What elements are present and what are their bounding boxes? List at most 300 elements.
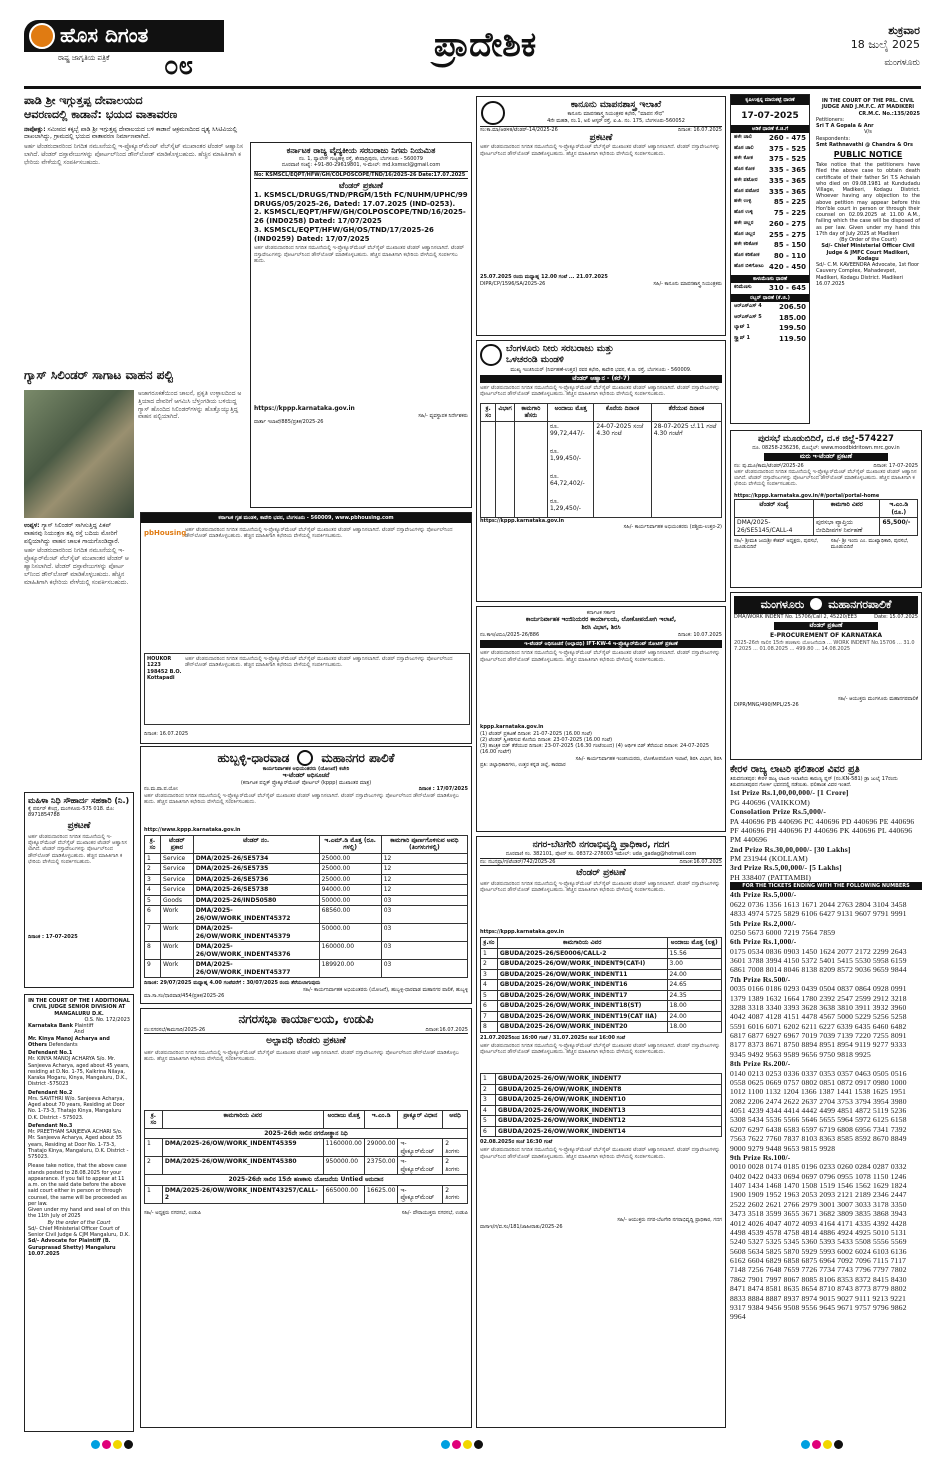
gadag-signoff: ಸಹಿ/- ಆಯುಕ್ತರು ನಗರ-ಬೆಟಗೇರಿ ನಗರಾಭಿವೃದ್ಧಿ ಪ್ರಾಧಿಕಾರ, ಗದಗ <box>617 1217 722 1224</box>
udupi-row <box>145 1157 468 1175</box>
prices-title: ಕೃಷಿಉತ್ಪನ್ನ ಮಾರುಕಟ್ಟೆ ಧಾರಣೆ <box>731 95 809 105</box>
hubli-title: ಹುಬ್ಬಳ್ಳಿ-ಧಾರವಾಡ <box>217 750 290 765</box>
gadag-b-cell: 6 <box>481 1126 496 1137</box>
hubli-col-sn: ಕ್ರ. ಸಂ <box>145 835 161 853</box>
hubli-cell: 6 <box>145 906 161 924</box>
court-notice-mangaluru <box>24 994 134 1432</box>
gadag-b-cell: GBUDA/2025-26/OW/WORK_INDENT13 <box>496 1105 722 1116</box>
tagline: ರಾಷ್ಟ್ರ ಜಾಗೃತಿಯ ಪತ್ರಿಕೆ <box>58 54 110 62</box>
bwssb-address: ಮುಖ್ಯ ಇಂಜಿನಿಯರ್ (ನಿರ್ವಹಣೆ-ಉತ್ತರ) ರವರ ಕಛೇರಿ, ಕಾವೇರಿ ಭವನ, ಕೆ.ಜಿ. ರಸ್ತೆ, ಬೆಂಗಳೂರು - 560009. <box>510 366 692 373</box>
ksmsc-footer-ref: ವಾರ್ತಾ ಇಲಾಖೆ/885/ಪ್ರತಿಕ/2025-26 <box>254 419 324 426</box>
gadag-b-cell: 5 <box>481 1116 496 1127</box>
registration-dot <box>452 1440 461 1449</box>
gadag-cell: 4 <box>481 980 498 991</box>
bwssb-amount-3: ರೂ. 64,72,402/- <box>549 472 585 488</box>
price-row <box>731 176 809 187</box>
sirsi-title-3: ಶಿರಸಿ ವಿಭಾಗ, ಶಿರಸಿ <box>581 624 621 632</box>
bwssb-col-amount: ಅಂದಾಜು ಮೊತ್ತ <box>547 403 593 421</box>
gadag-b-cell: 3 <box>481 1095 496 1106</box>
registration-dot <box>441 1440 450 1449</box>
rubber-row <box>731 323 809 334</box>
udupi-cell: 1160000.00 <box>323 1139 364 1157</box>
court-left-given: Given under my hand and seal of on this the 11th July of 2025 <box>28 1207 130 1220</box>
price-grade: ಹೊಸ ಚಿಲ್ಲರ <box>734 230 756 237</box>
hubli-cell: 189920.00 <box>319 960 381 978</box>
bwssb-notice: ಟೆಂಡರ್ ಆಹ್ವಾನ - (ಕರೆ-7) <box>480 375 722 383</box>
ksmsc-title: ಕರ್ನಾಟಕ ರಾಜ್ಯ ವೈದ್ಯಕೀಯ ಸರಬರಾಜು ನಿಗಮ ನಿಯಮಿತ <box>286 146 436 155</box>
hubli-cell: Work <box>161 906 194 924</box>
hubli-col-period: ಕಾಮಗಾರಿ ಪೂರ್ಣಗೊಳಿಸುವ ಅವಧಿ (ತಿಂಗಳುಗಳಲ್ಲಿ) <box>381 835 467 853</box>
hubli-link: http://www.kppp.karnataka.gov.in <box>144 826 241 833</box>
hubli-cell: 9 <box>145 960 161 978</box>
gadag-body-3: ಅರ್ಹ ಟೆಂಡರುದಾರರಿಂದ ನಿಗದಿತ ನಮೂನೆಯಲ್ಲಿ ಇ-ಪ್ರೊಕ್ಯೂರ್‌ಮೆಂಟ್ ವೆಬ್‌ಸೈಟ್ ಮುಖಾಂತರ ಟೆಂಡರ್ ಆಹ್ವಾನಿಸಲಾಗಿದೆ. ಟೆಂಡರ್ ದಸ್ತಾವೇಜುಗಳನ್ನು ಪೋರ್ಟಲ್‌ನಿಂದ ಡೌನ್‌ಲೋಡ್ ಮಾಡಿಕೊಳ್ಳಬಹುದು. ಹೆಚ್ಚಿನ ಮಾಹಿತಿಗಾಗಿ ಕಛೇರಿಯ ವೇಳೆಯಲ್ಲಿ ಸಂಪರ್ಕಿಸಬಹುದು. <box>480 1147 720 1160</box>
price-row <box>731 197 809 208</box>
rubber-row <box>731 313 809 324</box>
price-range: 420 - 450 <box>768 262 806 271</box>
fund-title: ಪ್ರಕಟಣೆ <box>67 820 91 831</box>
gadag-cell: 15.56 <box>667 948 721 959</box>
bwssb-col-last: ಕೊನೆಯ ದಿನಾಂಕ <box>594 403 651 421</box>
hubli-row <box>145 924 468 942</box>
gadag-cell: 18.00 <box>667 1001 721 1012</box>
housing-date: ದಿನಾಂಕ: 16.07.2025 <box>144 731 189 737</box>
fund-address: ಕೈ ಪರ್ಷರ್ ಕೇಂದ್ರ, ಮಂಗಳೂರು-575 018. ಮೊ: 8971854788 <box>28 806 115 819</box>
mcc-subtitle: E-PROCUREMENT OF KARNATAKA <box>770 631 882 639</box>
price-row <box>731 165 809 176</box>
lottery-intro: ತಿರುವನಂತಪುರ: ಕೇರಳ ರಾಜ್ಯ ಲಾಟರಿ ಇಲಾಖೆಯ ಕಾರುಣ್ಯ ಪ್ಲಸ್ (ನಂ.KN-581) ಡ್ರಾ ಜುಲೈ 17ರಂದು ತಿರುವನಂತಪುರದ ಗೋರ್ಕಿ ಭವನದಲ್ಲಿ ನಡೆಯಿತು. ಫಲಿತಾಂಶ ವಿವರ ಇಂತಿದೆ. <box>730 775 898 789</box>
sirsi-ref: ನಂ.ಕಾಇ/ಟಿಬಿಎ/2025-26/886 <box>480 631 540 638</box>
udupi-b-cell: 665000.00 <box>323 1185 364 1203</box>
udupi-cell: 2 ತಿಂಗಳು <box>443 1157 468 1175</box>
ksmsc-item-2: 2. KSMSCL/EQPT/HFW/GH/COLPOSCOPE/TND/16/2025-26 (IND0258) Dated: 17/07/2025 <box>254 208 466 225</box>
price-grade: ಹಳೇ ಉಳ್ಳಿ <box>734 198 752 205</box>
price-grade: ಹಳೇ ಕೋಕ <box>734 155 753 162</box>
section-title: ಪ್ರಾದೇಶಿಕ <box>433 25 537 65</box>
bwssb-link: https://kppp.karnataka.gov.in <box>480 517 565 524</box>
fund-org: ಮಹಿಳಾ ನಿಧಿ ಸೌಹಾರ್ದ ಸಹಕಾರಿ (ನಿ.) <box>28 796 130 805</box>
rubber-heading: ರಬ್ಬರ್ ಧಾರಣೆ (ಕೆ.ಜಿ.) <box>731 294 809 302</box>
pwd-sirsi-tender <box>476 606 726 832</box>
sirsi-date-2: (2) ಟೆಂಡರ್ ಸ್ವೀಕರಿಸುವ ಕೊನೆಯ ದಿನಾಂಕ: 23-07-2025 (16.00 ಗಂಟೆ) <box>480 736 613 743</box>
hubli-cell: DMA/2025-26/OW/WORK_INDENT45376 <box>193 942 319 960</box>
lamp-icon <box>29 23 55 49</box>
price-row <box>731 154 809 165</box>
gadag-b-row <box>481 1074 722 1085</box>
price-row <box>731 240 809 251</box>
sirsi-body: ಅರ್ಹ ಟೆಂಡರುದಾರರಿಂದ ನಿಗದಿತ ನಮೂನೆಯಲ್ಲಿ ಇ-ಪ್ರೊಕ್ಯೂರ್‌ಮೆಂಟ್ ವೆಬ್‌ಸೈಟ್ ಮುಖಾಂತರ ಟೆಂಡರ್ ಆಹ್ವಾನಿಸಲಾಗಿದೆ. ಟೆಂಡರ್ ದಸ್ತಾವೇಜುಗಳನ್ನು ಪೋರ್ಟಲ್‌ನಿಂದ ಡೌನ್‌ಲೋಡ್ ಮಾಡಿಕೊಳ್ಳಬಹುದು. ಹೆಚ್ಚಿನ ಮಾಹಿತಿಗಾಗಿ ಕಛೇರಿಯ ವೇಳೆಯಲ್ಲಿ ಸಂಪರ್ಕಿಸಬಹುದು. <box>480 650 720 663</box>
sirsi-date-1: (1) ಟೆಂಡರ್ ಪ್ರಕಟಣೆ ದಿನಾಂಕ: 21-07-2025 (16.00 ಗಂಟೆ) <box>480 730 592 737</box>
story2-left-text <box>24 522 130 782</box>
prices-subtitle: ಅಡಿಕೆ ಧಾರಣೆ ಕೆ.ಜಿ.ಗೆ <box>731 125 809 133</box>
p3-number: PH 338407 (PATTAMBI) <box>730 872 812 882</box>
hubli-cell: DMA/2025-26/IND50580 <box>193 895 319 906</box>
court-left-title: IN THE COURT OF THE I ADDITIONAL CIVIL JUDGE SENIOR DIVISION AT MANGALURU D.K. <box>28 998 130 1017</box>
p8-label: 8th Prize Rs.200/- <box>730 1059 791 1069</box>
moodbidri-contact: ದೂ. 08258-236236, ಮೊಬೈಲ್: www.moodbidritown.mrc.gov.in <box>752 444 900 451</box>
hubli-cell: 1 <box>145 853 161 864</box>
udupi-cell: ಇ-ಪ್ರೊಕ್ಯೂರ್‌ಮೆಂಟ್ <box>398 1139 443 1157</box>
defendant-3-text: Mr. PREETHAM SANJEEVA ACHARI S/o. Mr. Sanjeeva Acharya, Aged about 35 years, Residing at Door No. 1-73-3, Thatajo Kinya, Mangaluru, D.K. District - 575023. <box>28 1129 129 1160</box>
udupi-title: ನಗರಸಭಾ ಕಾರ್ಯಾಲಯ, ಉಡುಪಿ <box>238 1012 374 1026</box>
sirsi-date-3: (3) ತಾಂತ್ರಿಕ ಬಿಡ್ ತೆರೆಯುವ ದಿನಾಂಕ: 23-07-2025 (16.30 ಗಂಟೆಯಿಂದ) (4) ಆರ್ಥಿಕ ಬಿಡ್ ತೆರೆಯುವ ದಿನಾಂಕ: 24-07-2025 (16.00 ಗಂಟೆಗೆ) <box>480 743 710 756</box>
hubli-body: ಅರ್ಹ ಟೆಂಡರುದಾರರಿಂದ ನಿಗದಿತ ನಮೂನೆಯಲ್ಲಿ ಇ-ಪ್ರೊಕ್ಯೂರ್‌ಮೆಂಟ್ ವೆಬ್‌ಸೈಟ್ ಮುಖಾಂತರ ಟೆಂಡರ್ ಆಹ್ವಾನಿಸಲಾಗಿದೆ. ಟೆಂಡರ್ ದಸ್ತಾವೇಜುಗಳನ್ನು ಪೋರ್ಟಲ್‌ನಿಂದ ಡೌನ್‌ಲೋಡ್ ಮಾಡಿಕೊಳ್ಳಬಹುದು. ಹೆಚ್ಚಿನ ಮಾಹಿತಿಗಾಗಿ ಕಛೇರಿಯ ವೇಳೆಯಲ್ಲಿ ಸಂಪರ್ಕಿಸಬಹುದು. <box>144 792 459 805</box>
defendant-1-text: Mr. KINYA MANOJ ACHARYA S/o. Mr. Sanjeeva Acharya, aged about 45 years, residing at D.No. 1-75, Kalkrina Nilaya, Karaka Mogaru, Kinya, Mangaluru, D.K., District -575023 <box>28 1056 130 1088</box>
p4-label: 4th Prize Rs.5,000/- <box>730 890 797 900</box>
bwssb-amount-1: ರೂ. 99,72,447/- <box>549 422 585 438</box>
rubber-price: 119.50 <box>778 335 806 343</box>
hubli-row <box>145 895 468 906</box>
price-grade: ಹಳೇ ಚಿಲ್ಲರ <box>734 219 754 226</box>
gadag-cell: 18.00 <box>667 1022 721 1033</box>
defendant-2-label: Defendant No.2 <box>28 1089 73 1096</box>
hubli-row <box>145 942 468 960</box>
gadag-notice: ಟೆಂಡರ್ ಪ್ರಕಟಣೆ <box>576 867 626 878</box>
price-range: 75 - 225 <box>773 209 806 217</box>
madikeri-court: IN THE COURT OF THE PRL. CIVIL JUDGE AND J.M.F.C. AT MADIKERI <box>821 98 915 111</box>
hubli-cell: DMA/2025-26/SE5735 <box>193 864 319 875</box>
fund-date: ದಿನಾಂಕ : 17-07-2025 <box>28 933 78 940</box>
ksmsc-subtitle: ಟೆಂಡರ್ ಪ್ರಕಟಣೆ <box>339 180 383 190</box>
gadag-row <box>481 959 722 970</box>
moodbidri-col-no: ಟೆಂಡರ್ ಸಂಖ್ಯೆ <box>735 500 814 518</box>
gadag-date: ದಿನಾಂಕ:16.07.2025 <box>679 858 722 865</box>
moodbidri-row-no: DMA/2025-26/SE5145/CALL-4 <box>735 518 814 536</box>
price-row <box>731 219 809 230</box>
govt-emblem-icon <box>481 101 505 125</box>
price-grade: ಹೊಸ ಪಟೋರ <box>734 187 760 194</box>
ksmsc-ref-date: Date:17.07.2025 <box>418 171 466 178</box>
registration-marks-center <box>440 1440 484 1452</box>
udupi-b-cell: 2 ತಿಂಗಳು <box>443 1185 468 1203</box>
udupi-signoff-right: ಸಹಿ/- ಪೌರಾಯುಕ್ತರು ನಗರಸಭೆ, ಉಡುಪಿ <box>401 1209 468 1216</box>
gadag-table-b <box>480 1073 722 1137</box>
madikeri-heading: PUBLIC NOTICE <box>833 150 903 159</box>
gadag-tender <box>476 836 726 1428</box>
story2-headline: ಗ್ಯಾಸ್ ಸಿಲಿಂಡರ್ ಸಾಗಾಟ ವಾಹನ ಪಲ್ಟಿ <box>24 368 173 382</box>
madikeri-pet-label: Petitioners: <box>816 116 845 123</box>
madikeri-resp-label: Respondents: <box>816 135 851 142</box>
gadag-b-cell: GBUDA/2025-26/OW/WORK_INDENT12 <box>496 1116 722 1127</box>
sirsi-link: kppp.karnataka.gov.in <box>480 724 544 731</box>
gadag-title: ನಗರ-ಬೆಟಗೇರಿ ನಗರಾಭಿವೃದ್ಧಿ ಪ್ರಾಧಿಕಾರ, ಗದಗ <box>532 840 670 850</box>
price-range: 335 - 365 <box>768 176 806 185</box>
paper-name: ಹೊಸ ದಿಗಂತ <box>60 23 149 47</box>
registration-dot <box>801 1440 810 1449</box>
housing-logo: pbHousing <box>144 529 187 537</box>
p6-numbers: 0175 0534 0836 0903 1450 1624 2077 2172 2299 2643 3601 3788 3994 4150 5372 5401 5415 5530 5958 6159 6861 7008 8014 8046 8138 8209 8572 9036 9659 9844 <box>730 946 907 975</box>
hubli-col-emd: ಇ.ಎಮ್.ಡಿ ಮೊತ್ತ (ರೂ. ಗಳಲ್ಲಿ) <box>319 835 381 853</box>
gadag-cell: 24.65 <box>667 980 721 991</box>
mcc-body: 2025-26ನೇ ಸಾಲಿನ 15ನೇ ಹಣಕಾಸು ಯೋಜನೆಯಡಿ ... WORK INDENT No.15706 ... 31.07.2025 ... 01.08.2025 ... 499.80 ... 14.08.2025 <box>734 639 915 652</box>
masthead-logo <box>24 20 224 82</box>
udupi-cell: DMA/2025-26/OW/WORK_INDENT45359 <box>162 1139 323 1157</box>
date-label: 18 ಜುಲೈ 2025 <box>850 37 920 51</box>
hubli-row <box>145 885 468 896</box>
hubli-cell: Service <box>161 874 194 885</box>
hubli-cell: 3 <box>145 874 161 885</box>
story2-continued: ಅರ್ಹ ಟೆಂಡರುದಾರರಿಂದ ನಿಗದಿತ ನಮೂನೆಯಲ್ಲಿ ಇ-ಪ್ರೊಕ್ಯೂರ್‌ಮೆಂಟ್ ವೆಬ್‌ಸೈಟ್ ಮುಖಾಂತರ ಟೆಂಡರ್ ಆಹ್ವಾನಿಸಲಾಗಿದೆ. ಟೆಂಡರ್ ದಸ್ತಾವೇಜುಗಳನ್ನು ಪೋರ್ಟಲ್‌ನಿಂದ ಡೌನ್‌ಲೋಡ್ ಮಾಡಿಕೊಳ್ಳಬಹುದು. ಹೆಚ್ಚಿನ ಮಾಹಿತಿಗಾಗಿ ಕಛೇರಿಯ ವೇಳೆಯಲ್ಲಿ ಸಂಪರ್ಕಿಸಬಹುದು. <box>24 547 129 586</box>
hubli-col-type: ಟೆಂಡರ್ ಪ್ರಕಾರ <box>161 835 194 853</box>
kanoon-dates: 25.07.2025 ರಂದು ಮಧ್ಯಾಹ್ನ 12.00 ಗಂಟೆ ... 21.07.2025 <box>480 274 608 281</box>
kanoon-title: ಕಾನೂನು ಮಾಪನಶಾಸ್ತ್ರ ಇಲಾಖೆ <box>570 100 662 110</box>
price-row <box>731 133 809 144</box>
moodbidri-col-emd: ಇ.ಎಂ.ಡಿ (ರೂ.) <box>880 500 918 518</box>
bwssb-col-open: ತೆರೆಯುವ ದಿನಾಂಕ <box>651 403 721 421</box>
udupi-b-cell: 16625.00 <box>364 1185 398 1203</box>
madikeri-petitioners: Sri T A Gopala & Anr <box>816 123 874 129</box>
p1-label: 1st Prize Rs.1,00,00,000/- [1 Crore] <box>730 788 849 798</box>
rubber-row <box>731 302 809 313</box>
hubli-row <box>145 906 468 924</box>
udupi-cell: 2 <box>145 1157 163 1175</box>
ksmsc-signoff: ಸಹಿ/- ವ್ಯವಸ್ಥಾಪಕ ನಿರ್ದೇಶಕರು <box>418 413 468 420</box>
rubber-list <box>731 302 809 345</box>
story1-dateline: ನಾಪೋಕ್ಲು: <box>24 125 46 133</box>
gadag-b-cell: 1 <box>481 1074 496 1085</box>
gadag-row <box>481 1022 722 1033</box>
court-left-and: And <box>74 1029 84 1036</box>
hubli-notice: ಇ-ಟೆಂಡರ್ ಅಧಿಸೂಚನೆ <box>282 772 330 780</box>
moodbidri-body: ಅರ್ಹ ಟೆಂಡರುದಾರರಿಂದ ನಿಗದಿತ ನಮೂನೆಯಲ್ಲಿ ಇ-ಪ್ರೊಕ್ಯೂರ್‌ಮೆಂಟ್ ವೆಬ್‌ಸೈಟ್ ಮುಖಾಂತರ ಟೆಂಡರ್ ಆಹ್ವಾನಿಸಲಾಗಿದೆ. ಟೆಂಡರ್ ದಸ್ತಾವೇಜುಗಳನ್ನು ಪೋರ್ಟಲ್‌ನಿಂದ ಡೌನ್‌ಲೋಡ್ ಮಾಡಿಕೊಳ್ಳಬಹುದು. ಹೆಚ್ಚಿನ ಮಾಹಿತಿಗಾಗಿ ಕಛೇರಿಯ ವೇಳೆಯಲ್ಲಿ ಸಂಪರ್ಕಿಸಬಹುದು. <box>734 468 917 488</box>
hubli-cell: 25000.00 <box>319 853 381 864</box>
housing-table-body: ಅರ್ಹ ಟೆಂಡರುದಾರರಿಂದ ನಿಗದಿತ ನಮೂನೆಯಲ್ಲಿ ಇ-ಪ್ರೊಕ್ಯೂರ್‌ಮೆಂಟ್ ವೆಬ್‌ಸೈಟ್ ಮುಖಾಂತರ ಟೆಂಡರ್ ಆಹ್ವಾನಿಸಲಾಗಿದೆ. ಟೆಂಡರ್ ದಸ್ತಾವೇಜುಗಳನ್ನು ಪೋರ್ಟಲ್‌ನಿಂದ ಡೌನ್‌ಲೋಡ್ ಮಾಡಿಕೊಳ್ಳಬಹುದು. ಹೆಚ್ಚಿನ ಮಾಹಿತಿಗಾಗಿ ಕಛೇರಿಯ ವೇಳೆಯಲ್ಲಿ ಸಂಪರ್ಕಿಸಬಹುದು. <box>185 656 453 669</box>
price-range: 85 - 225 <box>773 198 806 207</box>
cons-label: Consolation Prize Rs.5,000/- <box>730 807 827 817</box>
gadag-row <box>481 1011 722 1022</box>
price-grade: ಹೊಸ ಕೋಕ <box>734 166 755 172</box>
hubli-cell: 8 <box>145 942 161 960</box>
madikeri-body: Take notice that the petitioners have filed the above case to obtain death certificate of their father Sri T.S Achaiah who died on 09.08.1981 at Kundudadu Village, Madikeri, Kodagu District. Whoever having any objection to the above petition may appear before this Hon'ble court in person or through their counsel on 02.09.2025 at 11.00 A.M., failing which the case will be disposed of as per law. Given under my hand this 17th day of July 2025 at Madikeri <box>816 162 920 237</box>
gadag-cell: GBUDA/2025-26/OW/WORK_INDENT18(ST) <box>497 1001 667 1012</box>
hubli-cell: 12 <box>381 853 467 864</box>
hubli-cell: 03 <box>381 960 467 978</box>
moodbidri-signoff-right: ಸಹಿ/- ಶ್ರೀ ಇಂದು ಎಂ. ಮುಖ್ಯಾಧಿಕಾರಿ, ಪುರಸಭೆ, ಮೂಡುಬಿದಿರೆ <box>830 538 909 551</box>
price-grade: ಹೊಸ ಉಳ್ಳಿ <box>734 209 753 215</box>
hubli-cell: Service <box>161 885 194 896</box>
price-row <box>731 262 809 273</box>
gadag-link: https://kppp.karnataka.gov.in <box>480 929 565 935</box>
hubli-cell: Service <box>161 853 194 864</box>
defendant-2-text: Mrs. SAVITHRI W/o. Sanjeeva Acharya, Aged about 70 years, Residing at Door No. 1-73-3, Thatajo Kinya, Mangaluru D.K. District - 575023. <box>28 1095 125 1121</box>
gadag-row <box>481 969 722 980</box>
gadag-cell: GBUDA/2025-26/OW/WORK_INDENT11 <box>497 969 667 980</box>
moodbidri-link: https://kppp.karnataka.gov.in/#/portal/portal-home <box>734 492 880 499</box>
gadag-dates-a: 21.07.2025ರಿಂದ 16:00 ಗಂಟೆ / 31.07.2025ರ ಸಂಜೆ 16:00 ಗಂಟೆ <box>480 1034 626 1041</box>
udupi-col-method: ಪ್ರಾಕ್ಯೂರ್ ವಿಧಾನ <box>398 1110 443 1128</box>
defendant-3-label: Defendant No.3 <box>28 1122 73 1129</box>
ksmsc-contact: ದೂರವಾಣಿ ಸಂಖ್ಯೆ: +91-80-29619801, ಇ-ಮೇಲ್: md.ksmscl@gmail.com <box>281 162 441 169</box>
madikeri-case: CR.M.C. No.:135/2025 <box>858 110 920 117</box>
gadag-cell: 24.35 <box>667 990 721 1001</box>
price-grade: ಹೊಸ ಚಾಲಿ <box>734 144 754 151</box>
sirsi-signoff: ಸಹಿ/- ಕಾರ್ಯನಿರ್ವಾಹಕ ಇಂಜಿನಿಯರರು, ಲೋಕೋಪಯೋಗಿ ಇಲಾಖೆ, ಶಿರಸಿ ವಿಭಾಗ, ಶಿರಸಿ <box>575 755 722 762</box>
gadag-row <box>481 948 722 959</box>
kanoon-heading: ಪ್ರಕಟಣೆ <box>589 133 613 143</box>
pepper-row <box>731 283 809 294</box>
hubli-cell: 4 <box>145 885 161 896</box>
hubli-footer-ref: ಮಾ.ಸಾ.ಸಂ/ಧಾರವಾಡ/454/ಪ್ರತಿಕ/2025-26 <box>144 992 225 999</box>
hubli-cell: Work <box>161 960 194 978</box>
gadag-cell: 24.00 <box>667 1011 721 1022</box>
gadag-body-2: ಅರ್ಹ ಟೆಂಡರುದಾರರಿಂದ ನಿಗದಿತ ನಮೂನೆಯಲ್ಲಿ ಇ-ಪ್ರೊಕ್ಯೂರ್‌ಮೆಂಟ್ ವೆಬ್‌ಸೈಟ್ ಮುಖಾಂತರ ಟೆಂಡರ್ ಆಹ್ವಾನಿಸಲಾಗಿದೆ. ಟೆಂಡರ್ ದಸ್ತಾವೇಜುಗಳನ್ನು ಪೋರ್ಟಲ್‌ನಿಂದ ಡೌನ್‌ಲೋಡ್ ಮಾಡಿಕೊಳ್ಳಬಹುದು. ಹೆಚ್ಚಿನ ಮಾಹಿತಿಗಾಗಿ ಕಛೇರಿಯ ವೇಳೆಯಲ್ಲಿ ಸಂಪರ್ಕಿಸಬಹುದು. <box>480 1043 720 1056</box>
story1-headline-2: ಆವರಣದಲ್ಲಿ ಕಾಡಾನೆ: ಭಯದ ವಾತಾವರಣ <box>24 108 178 122</box>
kanoon-ref: ಸಂ:ಕಾ.ಮಾ/ಆಡಳಿತ/ಟೆಂಡರ್-14/2025-26 <box>480 126 558 133</box>
madikeri-advocate: Sd/- C.M. KAVEENDRA Advocate, 1st floor Cauvery Complex, Mahadevpet, Madikeri, Kodagu District. Madikeri 16.07.2025 <box>816 262 920 287</box>
registration-marks-right <box>800 1440 844 1452</box>
market-prices <box>730 94 810 424</box>
kanoon-notice <box>476 96 726 336</box>
price-grade: ಹೊಸ ಕರಿಕೋಕ <box>734 252 760 258</box>
mcc-date: Date: 15.07.2025 <box>874 613 918 620</box>
gadag-body: ಅರ್ಹ ಟೆಂಡರುದಾರರಿಂದ ನಿಗದಿತ ನಮೂನೆಯಲ್ಲಿ ಇ-ಪ್ರೊಕ್ಯೂರ್‌ಮೆಂಟ್ ವೆಬ್‌ಸೈಟ್ ಮುಖಾಂತರ ಟೆಂಡರ್ ಆಹ್ವಾನಿಸಲಾಗಿದೆ. ಟೆಂಡರ್ ದಸ್ತಾವೇಜುಗಳನ್ನು ಪೋರ್ಟಲ್‌ನಿಂದ ಡೌನ್‌ಲೋಡ್ ಮಾಡಿಕೊಳ್ಳಬಹುದು. ಹೆಚ್ಚಿನ ಮಾಹಿತಿಗಾಗಿ ಕಛೇರಿಯ ವೇಳೆಯಲ್ಲಿ ಸಂಪರ್ಕಿಸಬಹುದು. <box>480 881 720 894</box>
housing-notice <box>140 512 472 744</box>
court-left-plaintiff: Karnataka Bank <box>28 1023 73 1029</box>
price-row <box>731 208 809 219</box>
bwssb-amount-4: ರೂ. 1,29,450/- <box>549 497 581 513</box>
p6-label: 6th Prize Rs.1,000/- <box>730 937 797 947</box>
gadag-ref: ನಂ: ನಬನಪ್ರಾ/ಗ/ಟೆಂಡರ್/742/2025-26 <box>480 858 556 865</box>
hubli-ref: ನಂ.ಮ.ಪಾ.ಪ.ಯೋ: <box>144 786 179 793</box>
hubli-cell: 68560.00 <box>319 906 381 924</box>
gadag-footer-ref: ವಾಸಾಇ/ಗ/ವ.ಸಂ/181/ಜಾಹೀರಾತು/2025-26 <box>480 1223 563 1230</box>
p7-numbers: 0035 0166 0186 0293 0439 0504 0837 0864 0928 0991 1379 1389 1632 1664 1780 2392 2547 2599 2912 3218 3288 3318 3340 3393 3628 3638 3810 3911 3932 3960 4042 4087 4128 4151 4478 4567 5000 5229 5256 5258 5591 6016 6071 6202 6211 6227 6339 6435 6460 6482 6817 6877 6927 6967 7019 7039 7139 7220 7255 8091 8177 8373 8671 8750 8894 8951 8954 9119 9277 9333 9345 9492 9563 9589 9656 9750 9818 9925 <box>730 984 907 1059</box>
p2-number: PM 231944 (KOLLAM) <box>730 854 808 863</box>
udupi-col-period: ಅವಧಿ <box>443 1110 468 1128</box>
udupi-date: ದಿನಾಂಕ:16.07.2025 <box>425 1027 468 1033</box>
story-temple-elephant <box>24 94 246 364</box>
gadag-cell: GBUDA/2025-26/OW/WORK_INDENT19(CAT IIA) <box>497 1011 667 1022</box>
gadag-cell: 5 <box>481 990 498 1001</box>
hubli-cell: 12 <box>381 885 467 896</box>
ksmsc-link: https://kppp.karnataka.gov.in <box>254 405 355 413</box>
story2-body-left: ಗ್ಯಾಸ್ ಸಿಲಿಂಡರ್ ಸಾಗಿಸುತ್ತಿದ್ದ ಪಿಕಪ್ ವಾಹನವು ನಿಯಂತ್ರಣ ತಪ್ಪಿ ರಸ್ತೆ ಬದಿಯ ಮೋರಿಗೆ ಪಲ್ಟಿಯಾಗಿದ್ದು ವಾಹನ ಚಾಲಕ ಗಾಯಗೊಂಡಿದ್ದಾರೆ. <box>24 522 120 545</box>
hubli-cell: DMA/2025-26/SE5738 <box>193 885 319 896</box>
gadag-col-sn: ಕ್ರ.ಸಂ <box>481 938 498 949</box>
story1-continued: ಅರ್ಹ ಟೆಂಡರುದಾರರಿಂದ ನಿಗದಿತ ನಮೂನೆಯಲ್ಲಿ ಇ-ಪ್ರೊಕ್ಯೂರ್‌ಮೆಂಟ್ ವೆಬ್‌ಸೈಟ್ ಮುಖಾಂತರ ಟೆಂಡರ್ ಆಹ್ವಾನಿಸಲಾಗಿದೆ. ಟೆಂಡರ್ ದಸ್ತಾವೇಜುಗಳನ್ನು ಪೋರ್ಟಲ್‌ನಿಂದ ಡೌನ್‌ಲೋಡ್ ಮಾಡಿಕೊಳ್ಳಬಹುದು. ಹೆಚ್ಚಿನ ಮಾಹಿತಿಗಾಗಿ ಕಛೇರಿಯ ವೇಳೆಯಲ್ಲಿ ಸಂಪರ್ಕಿಸಬಹುದು. <box>24 143 244 166</box>
gadag-cell: GBUDA/2025-26/OW/WORK_INDENT20 <box>497 1022 667 1033</box>
mcc-notice: ಟೆಂಡರ್ ಪ್ರಕಟಣೆ <box>774 622 878 630</box>
bwssb-col-division: ವಿಭಾಗ <box>496 403 514 421</box>
price-range: 375 - 525 <box>768 144 806 153</box>
gadag-cell: 24.00 <box>667 969 721 980</box>
housing-body: ಅರ್ಹ ಟೆಂಡರುದಾರರಿಂದ ನಿಗದಿತ ನಮೂನೆಯಲ್ಲಿ ಇ-ಪ್ರೊಕ್ಯೂರ್‌ಮೆಂಟ್ ವೆಬ್‌ಸೈಟ್ ಮುಖಾಂತರ ಟೆಂಡರ್ ಆಹ್ವಾನಿಸಲಾಗಿದೆ. ಟೆಂಡರ್ ದಸ್ತಾವೇಜುಗಳನ್ನು ಪೋರ್ಟಲ್‌ನಿಂದ ಡೌನ್‌ಲೋಡ್ ಮಾಡಿಕೊಳ್ಳಬಹುದು. ಹೆಚ್ಚಿನ ಮಾಹಿತಿಗಾಗಿ ಕಛೇರಿಯ ವೇಳೆಯಲ್ಲಿ ಸಂಪರ್ಕಿಸಬಹುದು. <box>185 527 453 540</box>
hubli-dates: ದಿನಾಂಕ: 29/07/2025 ಮಧ್ಯಾಹ್ನ 4.00 ಗಂಟೆವರೆಗೆ : 30/07/2025 ರಂದು ತೆರೆಯಲಾಗುವುದು <box>144 980 321 987</box>
rubber-grade: ಆರ್‌ಎಸ್‌ಎಸ್ 4 <box>734 302 762 309</box>
price-range: 335 - 365 <box>768 166 806 174</box>
rubber-row <box>731 334 809 345</box>
p5-numbers: 0250 5673 6000 7219 7564 7859 <box>730 927 836 937</box>
price-range: 85 - 150 <box>773 241 806 250</box>
lottery-title: ಕೇರಳ ರಾಜ್ಯ ಲಾಟರಿ ಫಲಿತಾಂಶ ವಿವರ ಪ್ರತಿ <box>730 764 860 775</box>
p4-numbers: 0622 0736 1356 1613 1671 2044 2763 2804 3104 3458 4833 4974 5725 5829 6106 6427 9131 9607 9791 9991 <box>730 899 907 919</box>
ksmsc-item-1: 1. KSMSCL/DRUGS/TND/PRGM/15th FC/NUHM/UPHC/99 DRUGS/05/2025-26, Dated: 17.07.2025 (IND-0253). <box>254 190 468 208</box>
gadag-col-amount: ಅಂದಾಜು ಮೊತ್ತ (ಲಕ್ಷ) <box>667 938 721 949</box>
udupi-cell: DMA/2025-26/OW/WORK_INDENT45380 <box>162 1157 323 1175</box>
hubli-table <box>144 835 468 979</box>
city-label: ಮಂಗಳೂರು <box>884 57 920 68</box>
bwssb-col-sn: ಕ್ರ. ಸಂ <box>481 403 496 421</box>
udupi-ref: ನಂ:ನಗರಸಭೆ/ಕಾಮಗಾರಿ/2025-26 <box>144 1027 206 1033</box>
moodbidri-signoff-left: ಸಹಿ/- ಶ್ರೀಮತಿ ಜಯಶ್ರೀ ಕೇಶವ್ ಅಧ್ಯಕ್ಷರು, ಪುರಸಭೆ, ಮೂಡುಬಿದಿರೆ <box>734 538 819 551</box>
hubli-row <box>145 960 468 978</box>
moodbidri-notice: ಮರು ಇ-ಟೆಂಡರ್ ಪ್ರಕಟಣೆ <box>764 453 888 461</box>
registration-marks-left <box>90 1440 134 1452</box>
hubli-cell: 25000.00 <box>319 874 381 885</box>
gadag-cell: GBUDA/2025-26/SE0006/CALL-2 <box>497 948 667 959</box>
moodbidri-tender <box>730 430 922 588</box>
gadag-b-cell: GBUDA/2025-26/OW/WORK_INDENT7 <box>496 1074 722 1085</box>
hubli-cell: DMA/2025-26/OW/WORK_INDENT45379 <box>193 924 319 942</box>
court-left-signoff: Sd/- Chief Ministerial Officer Court of Senior Civil Judge & CJM Mangaluru, D.K. <box>28 1225 130 1238</box>
gadag-cell: 2 <box>481 959 498 970</box>
p9-label: 9th Prize Rs.100/- <box>730 1152 791 1162</box>
price-range: 335 - 365 <box>768 187 806 196</box>
hubli-date: ದಿನಾಂಕ : 17/07/2025 <box>418 786 468 793</box>
ksmsc-ref: No: KSMSCL/EQPT/HFW/GH/COLPOSCOPE/TND/16/2025-26 <box>254 171 417 178</box>
housing-header: ಕರ್ನಾಟಕ ಗೃಹ ಮಂಡಳಿ, ಕಾವೇರಿ ಭವನ, ಬೆಂಗಳೂರು - 560009, www.pbhousing.com <box>141 513 471 523</box>
bwssb-table <box>480 403 722 518</box>
price-grade: ಹೊಸ ಬಿಳಿಗೋಟು <box>734 262 764 269</box>
fund-body: ಅರ್ಹ ಟೆಂಡರುದಾರರಿಂದ ನಿಗದಿತ ನಮೂನೆಯಲ್ಲಿ ಇ-ಪ್ರೊಕ್ಯೂರ್‌ಮೆಂಟ್ ವೆಬ್‌ಸೈಟ್ ಮುಖಾಂತರ ಟೆಂಡರ್ ಆಹ್ವಾನಿಸಲಾಗಿದೆ. ಟೆಂಡರ್ ದಸ್ತಾವೇಜುಗಳನ್ನು ಪೋರ್ಟಲ್‌ನಿಂದ ಡೌನ್‌ಲೋಡ್ ಮಾಡಿಕೊಳ್ಳಬಹುದು. ಹೆಚ್ಚಿನ ಮಾಹಿತಿಗಾಗಿ ಕಛೇರಿಯ ವೇಳೆಯಲ್ಲಿ ಸಂಪರ್ಕಿಸಬಹುದು. <box>28 833 127 865</box>
court-notice-madikeri <box>814 96 922 426</box>
hubli-cell: Work <box>161 924 194 942</box>
hubli-title-2: ಮಹಾನಗರ ಪಾಲಿಕೆ <box>321 750 395 765</box>
udupi-signoff-left: ಸಹಿ/- ಅಧ್ಯಕ್ಷರು ನಗರಸಭೆ, ಉಡುಪಿ <box>144 1209 202 1216</box>
price-range: 80 - 110 <box>773 252 806 260</box>
story1-body: ಸಮೀಪದ ಕಕ್ಕಬ್ಬೆ ಪಾಡಿ ಶ್ರೀ ಇಗ್ಗುತ್ತಪ್ಪ ದೇವಾಲಯದ ಬಳಿ ಕಾಡಾನೆ ಆಕ್ರಮಣದಿಂದ ದೃಶ್ಯ ಸಿಸಿಟಿವಿಯಲ್ಲಿ ದಾಖಲಾಗಿದ್ದು, ಗ್ರಾಮದಲ್ಲಿ ಭಯದ ವಾತಾವರಣ ನಿರ್ಮಾಣವಾಗಿದೆ. <box>24 125 238 141</box>
gadag-cell: 7 <box>481 1011 498 1022</box>
lottery-bar: FOR THE TICKETS ENDING WITH THE FOLLOWING NUMBERS <box>730 882 922 890</box>
hubli-cell: 03 <box>381 942 467 960</box>
udupi-b-row <box>145 1185 468 1203</box>
p5-label: 5th Prize Rs.2,000/- <box>730 918 797 928</box>
moodbidri-col-work: ಕಾಮಗಾರಿ ವಿವರ <box>813 500 879 518</box>
masthead-rule <box>24 86 921 89</box>
kanoon-signoff: ಸಹಿ/- ಕಾನೂನು ಮಾಪನಶಾಸ್ತ್ರ ನಿಯಂತ್ರಕರು <box>653 280 722 287</box>
hubli-cell: 2 <box>145 864 161 875</box>
madikeri-vs: V/s <box>864 129 872 136</box>
udupi-b-cell: ಇ-ಪ್ರೊಕ್ಯೂರ್‌ಮೆಂಟ್ <box>398 1185 443 1203</box>
p9-numbers: 0010 0028 0174 0185 0196 0233 0260 0284 0287 0332 0402 0422 0433 0694 0697 0796 0955 1078 1150 1246 1407 1434 1468 1470 1508 1519 1546 1562 1629 1824 1900 1909 1952 1963 2053 2093 2121 2189 2346 2447 2522 2602 2621 2766 2979 3001 3007 3033 3178 3350 3473 3518 3599 3655 3671 3682 3809 3835 3868 3943 4012 4026 4047 4072 4093 4164 4171 4335 4392 4428 4498 4539 4578 4758 4814 4886 4924 4925 5010 5131 5240 5327 5325 5345 5360 5393 5433 5508 5556 5569 5608 5634 5825 5870 5929 5993 6002 6024 6103 6136 6162 6604 6829 6858 6875 6964 7092 7096 7115 7117 7148 7256 7648 7659 7726 7734 7743 7796 7797 7802 7862 7901 7997 8067 8085 8106 8353 8372 8415 8430 8471 8474 8581 8635 8654 8710 8743 8773 8779 8802 8833 8884 8887 8937 8974 9015 9027 9111 9213 9221 9317 9384 9456 9508 9556 9645 9671 9757 9796 9862 9964 <box>730 1162 907 1322</box>
hubli-cell: 160000.00 <box>319 942 381 960</box>
registration-dot <box>102 1440 111 1449</box>
udupi-table <box>144 1110 468 1204</box>
price-row <box>731 230 809 241</box>
hubli-row <box>145 874 468 885</box>
madikeri-respondents: Smt Rathnavathi @ Chandra & Ors <box>816 141 913 148</box>
price-range: 255 - 275 <box>768 230 806 239</box>
madikeri-signoff: Sd/- Chief Ministerial Officer Civil Judge & JMFC Court Madikeri, Kodagu <box>821 243 915 262</box>
gadag-row <box>481 990 722 1001</box>
court-left-by-order: By the order of the Court <box>47 1219 111 1226</box>
hubli-cell: 25000.00 <box>319 864 381 875</box>
gadag-b-row <box>481 1126 722 1137</box>
gadag-row <box>481 980 722 991</box>
court-left-case: O.S. No. 172/2023 <box>84 1016 130 1023</box>
price-range: 260 - 275 <box>768 219 806 228</box>
mcc-signoff: ಸಹಿ/- ಆಯುಕ್ತರು ಮಂಗಳೂರು ಮಹಾನಗರಪಾಲಿಕೆ <box>837 695 918 702</box>
sirsi-notice: ಇ-ಟೆಂಡರ್ ಅಧಿಸೂಚನೆ (ಅಲ್ಪಾವಧಿ) IFT-KW-4 ಇ-ಪ್ರೊಕ್ಯೂರ್‌ಮೆಂಟ್ ನೋಟಿಸ್ ಪ್ರಕಟಣೆ <box>480 640 722 648</box>
gadag-dates-b: 02.08.2025ರ ಸಂಜೆ 16:30 ಗಂಟೆ <box>480 1139 553 1145</box>
gadag-b-row <box>481 1116 722 1127</box>
court-left-def-intro: Mr. Kinya Manoj Acharya and Others <box>28 1035 110 1048</box>
hubli-cell: 12 <box>381 874 467 885</box>
rubber-grade: ಸ್ಕ್ರ್ಯಾಪ್ 1 <box>734 335 750 341</box>
gadag-cell: 1 <box>481 948 498 959</box>
registration-dot <box>823 1440 832 1449</box>
moodbidri-date: ದಿನಾಂಕ: 17-07-2025 <box>873 462 918 469</box>
gadag-b-cell: 2 <box>481 1084 496 1095</box>
